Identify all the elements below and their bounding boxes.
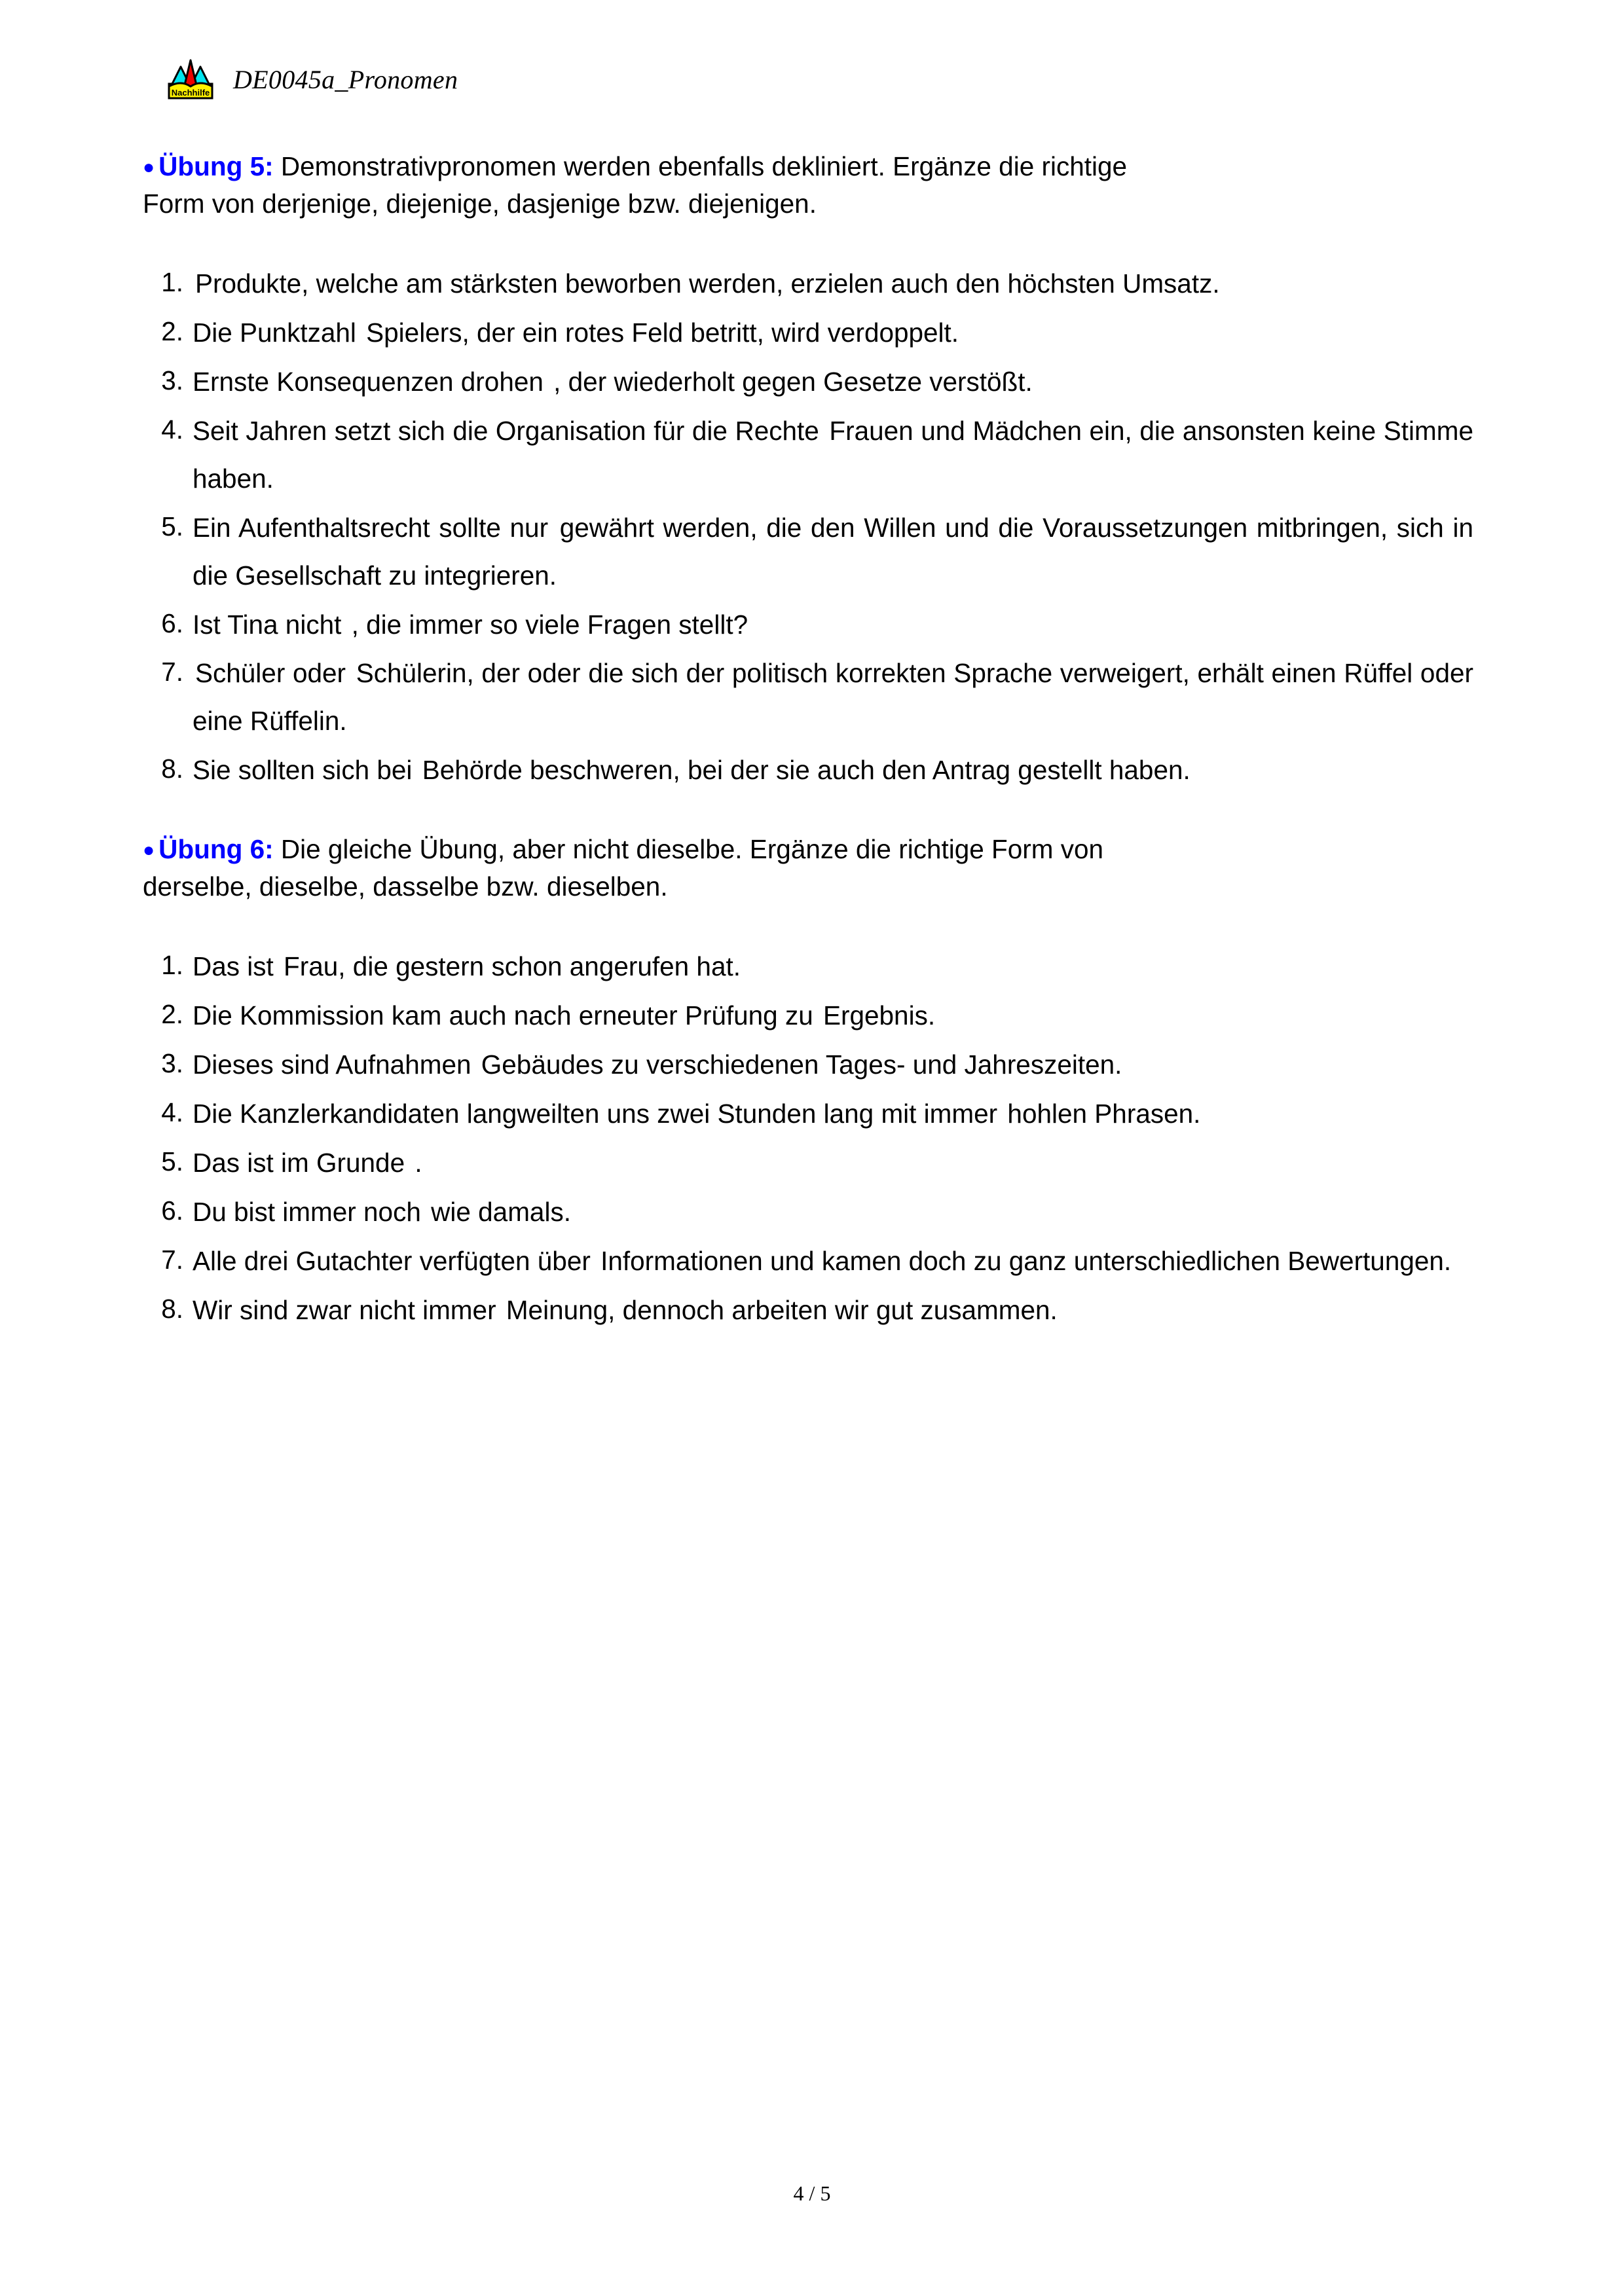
exercise-5-sep-2: , (492, 188, 507, 219)
list-item (143, 503, 1473, 600)
item-number: 4. (161, 414, 183, 445)
page-footer (0, 2181, 1624, 2206)
exercise-5-intro-prefix: Form von (143, 188, 263, 219)
item-segment: Schüler oder (195, 658, 354, 689)
bullet-icon: ● (143, 156, 155, 178)
exercise-6-end: . (660, 871, 668, 902)
list-item (143, 406, 1473, 503)
item-segment: Seit Jahren setzt sich die Organisation für die Rechte (193, 415, 827, 446)
logo-label: Nachhilfe (171, 88, 210, 98)
exercise-5-label: Übung 5: (158, 151, 274, 181)
list-item (143, 1187, 1473, 1236)
exercise-6-item-list (143, 941, 1473, 1334)
nachhilfe-logo-icon (165, 58, 216, 101)
exercise-6-intro-line2 (143, 869, 1473, 904)
list-item (143, 1285, 1473, 1334)
item-text (193, 745, 1473, 794)
exercise-5-end: . (809, 188, 817, 219)
item-segment: Du bist immer noch (193, 1196, 429, 1227)
exercise-6-italic-3: dasselbe (373, 871, 479, 902)
item-text (193, 1187, 1473, 1236)
item-number: 3. (161, 1048, 183, 1079)
spacer (143, 794, 1473, 832)
item-segment: Dieses sind Aufnahmen (193, 1049, 479, 1080)
exercise-5-italic-3: dasjenige (507, 188, 621, 219)
item-segment: Alle drei Gutachter verfügten über (193, 1245, 599, 1276)
item-text (193, 1040, 1473, 1089)
item-text (193, 1285, 1473, 1334)
item-text (193, 1089, 1473, 1138)
item-segment: , die immer so viele Fragen stellt? (351, 609, 748, 640)
item-text (193, 357, 1473, 406)
item-segment: Spielers, der ein rotes Feld betritt, wird verdoppelt. (366, 318, 959, 348)
exercise-block-6 (143, 832, 1473, 1334)
item-segment: Schülerin, der oder die sich der politisch korrekten Sprache verweigert, erhält einen Rüffel oder eine Rüffelin. (193, 658, 1473, 737)
item-number: 2. (161, 316, 183, 347)
list-item (143, 941, 1473, 991)
exercise-5-italic-1: derjenige (262, 188, 371, 219)
item-text (193, 600, 1473, 649)
item-number: 7. (161, 657, 183, 687)
item-segment: Behörde beschweren, bei der sie auch den Antrag gestellt haben. (422, 755, 1190, 786)
exercise-6-italic-2: dieselbe (259, 871, 358, 902)
bullet-icon: ● (143, 839, 155, 862)
item-segment: Gebäudes zu verschiedenen Tages- und Jahreszeiten. (481, 1049, 1122, 1080)
item-text (193, 259, 1473, 308)
exercise-block-5 (143, 149, 1473, 794)
list-item (143, 648, 1473, 745)
exercise-5-item-list (143, 259, 1473, 794)
item-number: 8. (161, 1293, 183, 1324)
item-text (193, 648, 1473, 745)
item-segment: Ergebnis. (822, 1000, 936, 1031)
item-number: 3. (161, 365, 183, 396)
item-number: 5. (161, 511, 183, 541)
exercise-6-label: Übung 6: (158, 834, 274, 865)
item-segment: Die Kommission kam auch nach erneuter Prüfung zu (193, 1000, 821, 1031)
list-item (143, 1236, 1473, 1285)
item-text (193, 503, 1473, 600)
exercise-5-intro-line1: Demonstrativpronomen werden ebenfalls dekliniert. Ergänze die richtige (280, 151, 1128, 181)
exercise-5-heading (143, 149, 1473, 184)
item-segment: Wir sind zwar nicht immer (193, 1294, 504, 1325)
item-number: 6. (161, 608, 183, 638)
spacer (143, 221, 1473, 259)
item-number: 6. (161, 1195, 183, 1226)
exercise-5-intro-line2 (143, 187, 1473, 221)
exercise-6-italic-4: dieselben (546, 871, 661, 902)
exercise-6-italic-1: derselbe (143, 871, 245, 902)
item-text (193, 1138, 1473, 1187)
list-item (143, 357, 1473, 406)
exercise-6-sep-1: , (244, 871, 259, 902)
item-segment: Informationen und kamen doch zu ganz unterschiedlichen Bewertungen. (600, 1245, 1452, 1276)
exercise-6-sep-2: , (358, 871, 373, 902)
list-item (143, 991, 1473, 1040)
list-item (143, 745, 1473, 794)
item-text (193, 406, 1473, 503)
item-segment: Produkte, welche am stärksten beworben werden, erzielen auch den höchsten Umsatz. (195, 268, 1220, 299)
document-title: DE0045a_Pronomen (233, 64, 458, 94)
item-segment: Die Kanzlerkandidaten langweilten uns zwei Stunden lang mit immer (193, 1099, 1005, 1129)
item-number: 8. (161, 754, 183, 784)
list-item (143, 1138, 1473, 1187)
item-number: 1. (161, 267, 183, 298)
item-number: 1. (161, 950, 183, 981)
item-text (193, 941, 1473, 991)
exercise-5-sep-1: , (371, 188, 386, 219)
list-item (143, 600, 1473, 649)
item-segment: , der wiederholt gegen Gesetze verstößt. (553, 367, 1033, 397)
item-segment: hohlen Phrasen. (1007, 1099, 1201, 1129)
item-segment: Ein Aufenthaltsrecht sollte nur (193, 512, 557, 543)
item-segment: . (415, 1147, 422, 1178)
exercise-6-heading (143, 832, 1473, 867)
item-segment: Meinung, dennoch arbeiten wir gut zusammen. (506, 1294, 1058, 1325)
item-segment: Ernste Konsequenzen drohen (193, 367, 551, 397)
item-segment: gewährt werden, die den Willen und die Voraussetzungen mitbringen, sich in die Gesellschaft zu integrieren. (193, 512, 1473, 591)
item-segment: Das ist im Grunde (193, 1147, 413, 1178)
item-number: 2. (161, 999, 183, 1030)
item-text (193, 991, 1473, 1040)
list-item (143, 308, 1473, 357)
item-segment: Frauen und Mädchen ein, die ansonsten keine Stimme haben. (193, 415, 1473, 494)
list-item (143, 1040, 1473, 1089)
document-header (165, 58, 458, 101)
item-number: 5. (161, 1146, 183, 1176)
exercise-5-mid: bzw. (620, 188, 689, 219)
item-text (193, 1236, 1473, 1285)
document-body (143, 149, 1473, 1334)
exercise-6-intro-line1: Die gleiche Übung, aber nicht dieselbe. Ergänze die richtige Form von (280, 834, 1104, 865)
list-item (143, 1089, 1473, 1138)
item-segment: Ist Tina nicht (193, 609, 349, 640)
item-segment: Frau, die gestern schon angerufen hat. (284, 951, 741, 982)
page-number: 4 / 5 (793, 2181, 831, 2205)
item-number: 4. (161, 1097, 183, 1128)
exercise-5-italic-2: diejenige (386, 188, 492, 219)
item-segment: Die Punktzahl (193, 318, 364, 348)
item-segment: Das ist (193, 951, 282, 982)
exercise-5-italic-4: diejenigen (688, 188, 809, 219)
spacer (143, 903, 1473, 941)
exercise-6-mid: bzw. (479, 871, 547, 902)
item-segment: Sie sollten sich bei (193, 755, 420, 786)
item-number: 7. (161, 1244, 183, 1275)
item-segment: wie damals. (431, 1196, 571, 1227)
item-text (193, 308, 1473, 357)
list-item (143, 259, 1473, 308)
